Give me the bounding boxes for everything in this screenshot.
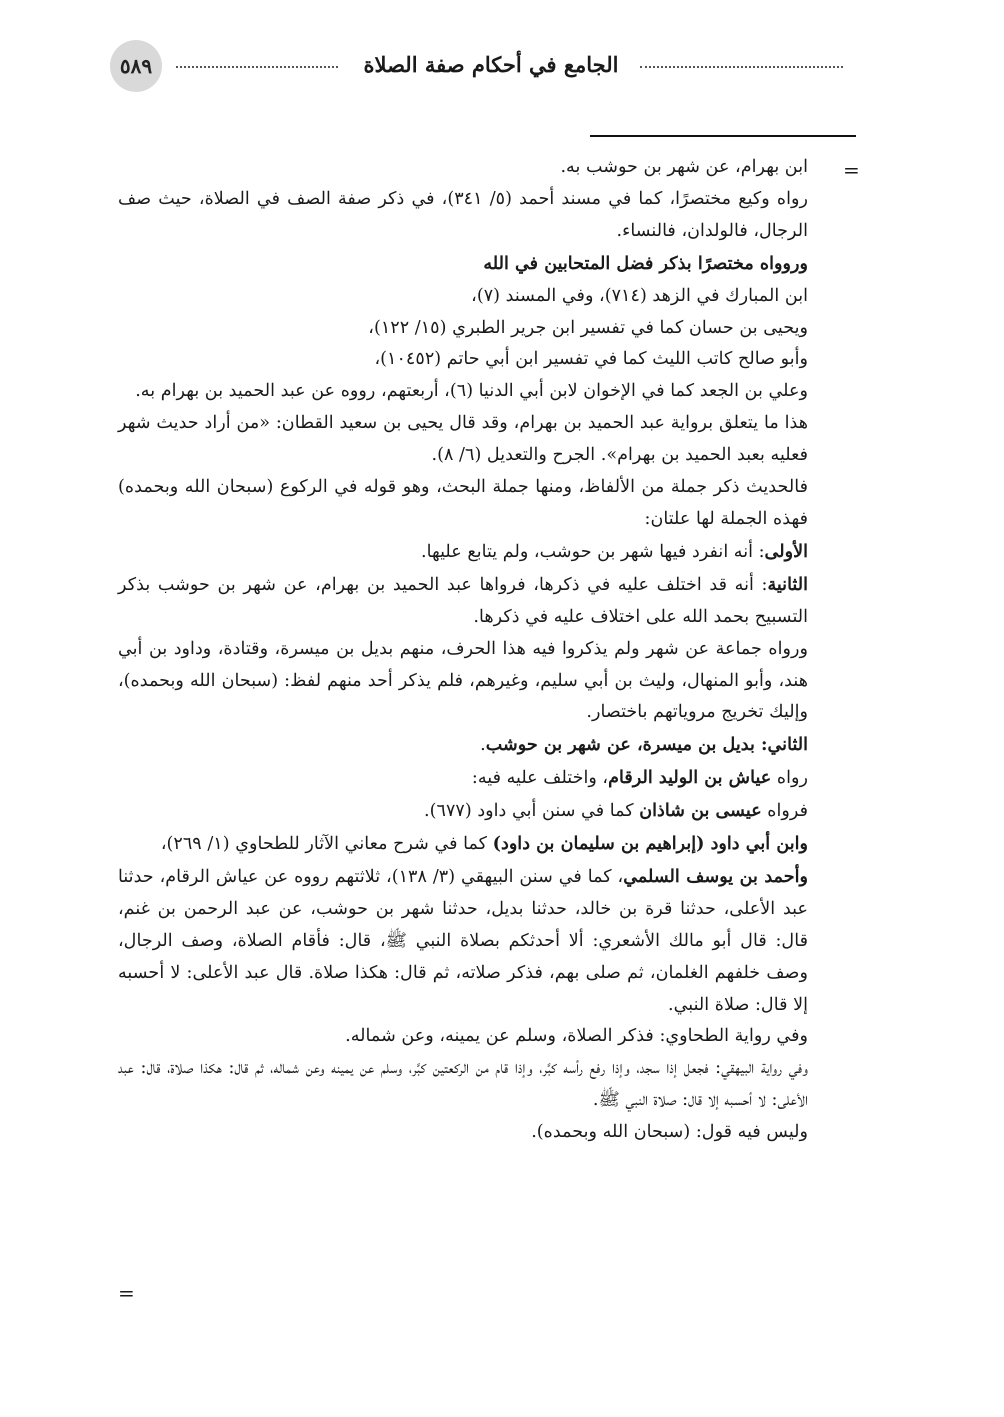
paragraph: وفي رواية البيهقي: فجعل إذا سجد، وإذا رفع رأسه كبَّر، وإذا قام من الركعتين كبَّر، وسلم عن يمينه وعن شماله، ثم قال: هكذا صلاة، قال: عبد الأعلى: لا أحسبه إلا قال: صلاة النبي ﷺ. — [118, 1058, 808, 1111]
page-number-badge: ٥٨٩ — [110, 40, 162, 92]
paragraph: هذا ما يتعلق برواية عبد الحميد بن بهرام، وقد قال يحيى بن سعيد القطان: «من أراد حديث شهر فعليه بعبد الحميد بن بهرام». الجرح والتعديل (٦/ ٨). — [118, 413, 808, 466]
paragraph-heading: وروواه مختصرًا بذكر فضل المتحابين في الله — [483, 252, 808, 274]
header-dotted-leader-right — [640, 66, 843, 68]
paragraph: فرواه عيسى بن شاذان كما في سنن أبي داود (٦٧٧). — [424, 800, 808, 822]
paragraph: فالحديث ذكر جملة من الألفاظ، ومنها جملة البحث، وهو قوله في الركوع (سبحان الله وبحمده) فهذه الجملة لها علتان: — [118, 477, 808, 529]
continuation-mark-bottom: = — [118, 1281, 135, 1305]
paragraph: وابن أبي داود (إبراهيم بن سليمان بن داود) كما في شرح معاني الآثار للطحاوي (١/ ٢٦٩)، — [160, 833, 808, 855]
paragraph: ويحيى بن حسان كما في تفسير ابن جرير الطبري (١٥/ ١٢٢)، — [368, 317, 808, 338]
paragraph-heading: الثاني: بديل بن ميسرة، عن شهر بن حوشب. — [480, 734, 808, 756]
paragraph: ابن المبارك في الزهد (٧١٤)، وفي المسند (٧)، — [471, 285, 808, 306]
running-header-title: الجامع في أحكام صفة الصلاة — [363, 52, 619, 77]
header-dotted-leader-left — [176, 66, 338, 68]
paragraph: وأبو صالح كاتب الليث كما في تفسير ابن أبي حاتم (١٠٤٥٢)، — [374, 349, 808, 370]
paragraph: رواه وكيع مختصرًا، كما في مسند أحمد (٥/ ٣٤١)، في ذكر صفة الصف في الصلاة، حيث صف الرجال، فالولدان، فالنساء. — [118, 188, 809, 241]
paragraph: وعلي بن الجعد كما في الإخوان لابن أبي الدنيا (٦)، أربعتهم، رووه عن عبد الحميد بن بهرام به. — [135, 381, 808, 402]
footnote-body — [118, 152, 808, 1149]
paragraph: وفي رواية الطحاوي: فذكر الصلاة، وسلم عن يمينه، وعن شماله. — [345, 1026, 808, 1047]
paragraph: وأحمد بن يوسف السلمي، كما في سنن البيهقي (٣/ ١٣٨)، ثلاثتهم رووه عن عياش الرقام، حدثنا عبد الأعلى، حدثنا قرة بن خالد، حدثنا بديل، حدثنا شهر بن حوشب، عن عبد الرحمن بن غنم، قال: قال أبو مالك الأشعري: ألا أحدثكم بصلاة النبي ﷺ، قال: فأقام الصلاة، وصف الرجال، وصف خلفهم الغلمان، ثم صلى بهم، فذكر صلاته، ثم قال: هكذا صلاة. قال عبد الأعلى: لا أحسبه إلا قال: صلاة النبي. — [118, 865, 808, 1015]
paragraph: ابن بهرام، عن شهر بن حوشب به. — [560, 157, 808, 177]
footnote-separator-rule — [590, 135, 856, 137]
paragraph: وليس فيه قول: (سبحان الله وبحمده). — [531, 1122, 808, 1143]
continuation-mark-top: = — [843, 158, 860, 182]
paragraph: الأولى: أنه انفرد فيها شهر بن حوشب، ولم يتابع عليها. — [421, 540, 808, 562]
paragraph: ورواه جماعة عن شهر ولم يذكروا فيه هذا الحرف، منهم بديل بن ميسرة، وقتادة، وداود بن أبي هند، وأبو المنهال، وليث بن أبي سليم، وغيرهم، فلم يذكر أحد منهم لفظ: (سبحان الله وبحمده)، وإليك تخريج مروياتهم باختصار. — [118, 638, 808, 723]
paragraph: الثانية: أنه قد اختلف عليه في ذكرها، فرواها عبد الحميد بن بهرام، عن شهر بن حوشب بذكر التسبيح بحمد الله على اختلاف عليه في ذكرها. — [118, 573, 808, 627]
paragraph: رواه عياش بن الوليد الرقام، واختلف عليه فيه: — [471, 767, 808, 789]
